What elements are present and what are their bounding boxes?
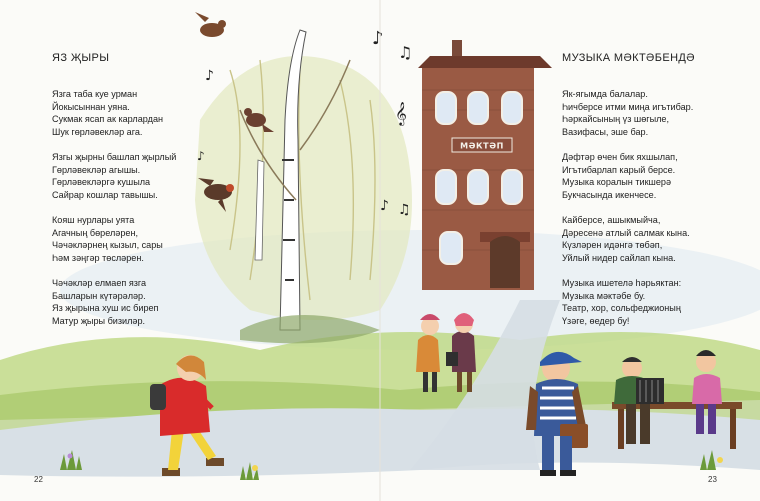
stanza — [562, 88, 693, 138]
poem-line: Матур җыры бизиләр. — [52, 315, 146, 326]
poem-line: Театр, хор, сольфеджионың — [562, 303, 681, 314]
right-page-title: МУЗЫКА МӘКТӘБЕНДӘ — [562, 52, 695, 64]
svg-text:♪: ♪ — [372, 28, 384, 49]
poem-line: Кояш нурлары уята — [52, 214, 135, 225]
poem-line: Игътибарлап карый берсе. — [562, 164, 676, 175]
svg-text:♪: ♪ — [380, 198, 389, 214]
poem-line: Шук гөрләвекләр ага. — [52, 126, 143, 137]
poem-line: Кайберсе, ашыкмыйча, — [562, 214, 661, 225]
stanza — [52, 214, 176, 264]
stanza — [562, 151, 693, 201]
poem-line: Дәфтәр өчен бик яхшылап, — [562, 151, 678, 162]
right-poem — [562, 88, 693, 340]
page-number-left: 22 — [34, 475, 43, 484]
stanza — [52, 151, 176, 201]
poem-line: Язгы җырны башлап җырлый — [52, 151, 177, 162]
stanza — [52, 277, 176, 327]
poem-line: Сайрар кошлар тавышы. — [52, 189, 158, 200]
poem-line: Үзәге, өедер бу! — [562, 315, 630, 326]
poem-line: Уйлый нидер сайлап кына. — [562, 252, 676, 263]
svg-text:♪: ♪ — [197, 149, 205, 163]
poem-line: Букчасында икенчесе. — [562, 189, 657, 200]
poem-line: Гөрләвекләр агышы. — [52, 164, 141, 175]
poem-line: Музыка ишетелә һәрьяктан: — [562, 277, 682, 288]
poem-line: Дәресенә атлый салмак кына. — [562, 227, 690, 238]
poem-line: Музыка мәктәбе бу. — [562, 290, 646, 301]
poem-line: Чәчәкләр елмаеп язга — [52, 277, 147, 288]
page-number-right: 23 — [708, 475, 717, 484]
poem-line: Һәркайсының үз шөгыле, — [562, 114, 670, 125]
svg-text:♫: ♫ — [398, 43, 413, 62]
stanza — [562, 277, 693, 327]
poem-line: Агачның бөреләрен, — [52, 227, 138, 238]
left-page-title: ЯЗ ҖЫРЫ — [52, 52, 110, 64]
poem-line: Язга таба куе урман — [52, 89, 138, 99]
svg-text:♪: ♪ — [205, 68, 214, 84]
poem-line: Вазифасы, эше бар. — [562, 126, 649, 137]
poem-line: Яз җырына хуш ис биреп — [52, 303, 159, 314]
poem-line: Һәм зәңгәр төсләрен. — [52, 252, 144, 263]
poem-line: Як-ягымда балалар. — [562, 89, 648, 99]
poem-line: Һичберсе итми миңа игътибар. — [562, 101, 694, 112]
school-building — [418, 40, 552, 290]
poem-line: Башларын күтәрәләр. — [52, 290, 146, 301]
left-poem — [52, 88, 176, 340]
poem-line: Сукмак ясап ак карлардан — [52, 114, 164, 125]
poem-line: Йокысыннан уяна. — [52, 101, 130, 112]
school-sign: МӘКТӘП — [460, 141, 504, 151]
stanza — [562, 214, 693, 264]
svg-text:𝄞: 𝄞 — [395, 101, 407, 125]
poem-line: Гөрләвекләргә кушыла — [52, 177, 151, 188]
stanza — [52, 88, 176, 138]
poem-line: Чәчәкләрнең кызыл, сары — [52, 240, 163, 251]
poem-line: Күзләрен идәнгә төбәп, — [562, 240, 663, 251]
poem-line: Музыка коралын тикшерә — [562, 177, 672, 188]
svg-text:♫: ♫ — [398, 202, 411, 218]
